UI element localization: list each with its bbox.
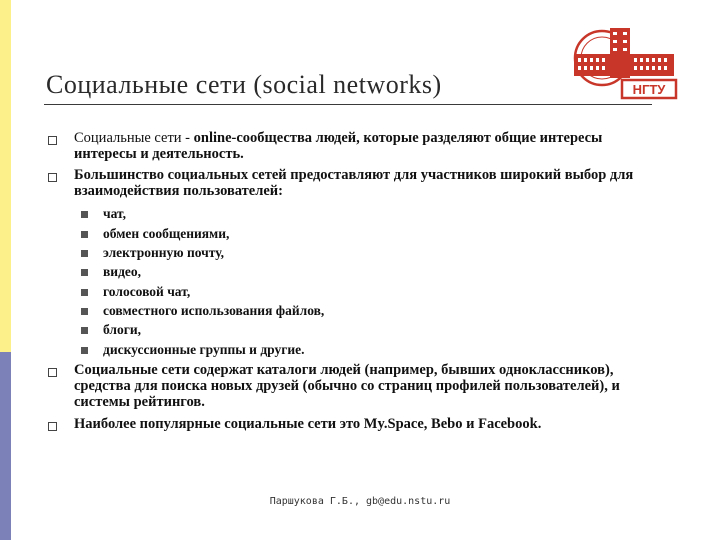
item-4-text: Наиболее популярные социальные сети это My.Space, Bebo и Facebook.	[74, 416, 542, 432]
bullet-square-icon	[48, 422, 57, 431]
sub-item: блоги,	[103, 322, 142, 337]
item-3-text: Социальные сети содержат каталоги людей (например, бывших одноклассников), средства для поиска новых друзей (обычно со страниц профилей пользователей), и системы рейтингов.	[74, 362, 620, 410]
university-logo	[572, 18, 682, 102]
item-2	[74, 167, 664, 199]
sub-bullet-icon	[81, 289, 88, 296]
sub-item: дискуссионные группы и другие.	[103, 342, 305, 357]
item-1-text: online-сообщества людей, которые разделяют общие интересы интересы и деятельность.	[74, 130, 603, 162]
sub-bullet-icon	[81, 231, 88, 238]
left-accent-bar-purple	[0, 352, 11, 540]
sub-bullet-icon	[81, 211, 88, 218]
sub-bullet-icon	[81, 308, 88, 315]
sub-item: совместного использования файлов,	[103, 303, 325, 318]
bullet-square-icon	[48, 136, 57, 145]
left-accent-bar-yellow	[0, 0, 11, 352]
bullet-square-icon	[48, 173, 57, 182]
sub-bullet-icon	[81, 327, 88, 334]
sub-item: обмен сообщениями,	[103, 226, 230, 241]
logo-caption: НГТУ	[632, 82, 666, 97]
sub-bullet-icon	[81, 269, 88, 276]
sub-item: голосовой чат,	[103, 284, 191, 299]
sub-bullet-icon	[81, 347, 88, 354]
item-1-lead: Социальные сети -	[74, 130, 194, 146]
item-4	[74, 416, 674, 432]
item-3	[74, 362, 644, 410]
sub-item: видео,	[103, 264, 142, 279]
slide-footer: Паршукова Г.Б., gb@edu.nstu.ru	[269, 496, 451, 507]
title-underline	[44, 104, 652, 105]
item-1	[74, 130, 664, 162]
slide-title: Социальные сети (social networks)	[46, 70, 442, 99]
sub-item: чат,	[103, 206, 127, 221]
sub-item: электронную почту,	[103, 245, 225, 260]
bullet-square-icon	[48, 368, 57, 377]
sub-bullet-icon	[81, 250, 88, 257]
item-2-text: Большинство социальных сетей предоставляют для участников широкий выбор для взаимодействия пользователей:	[74, 167, 634, 199]
